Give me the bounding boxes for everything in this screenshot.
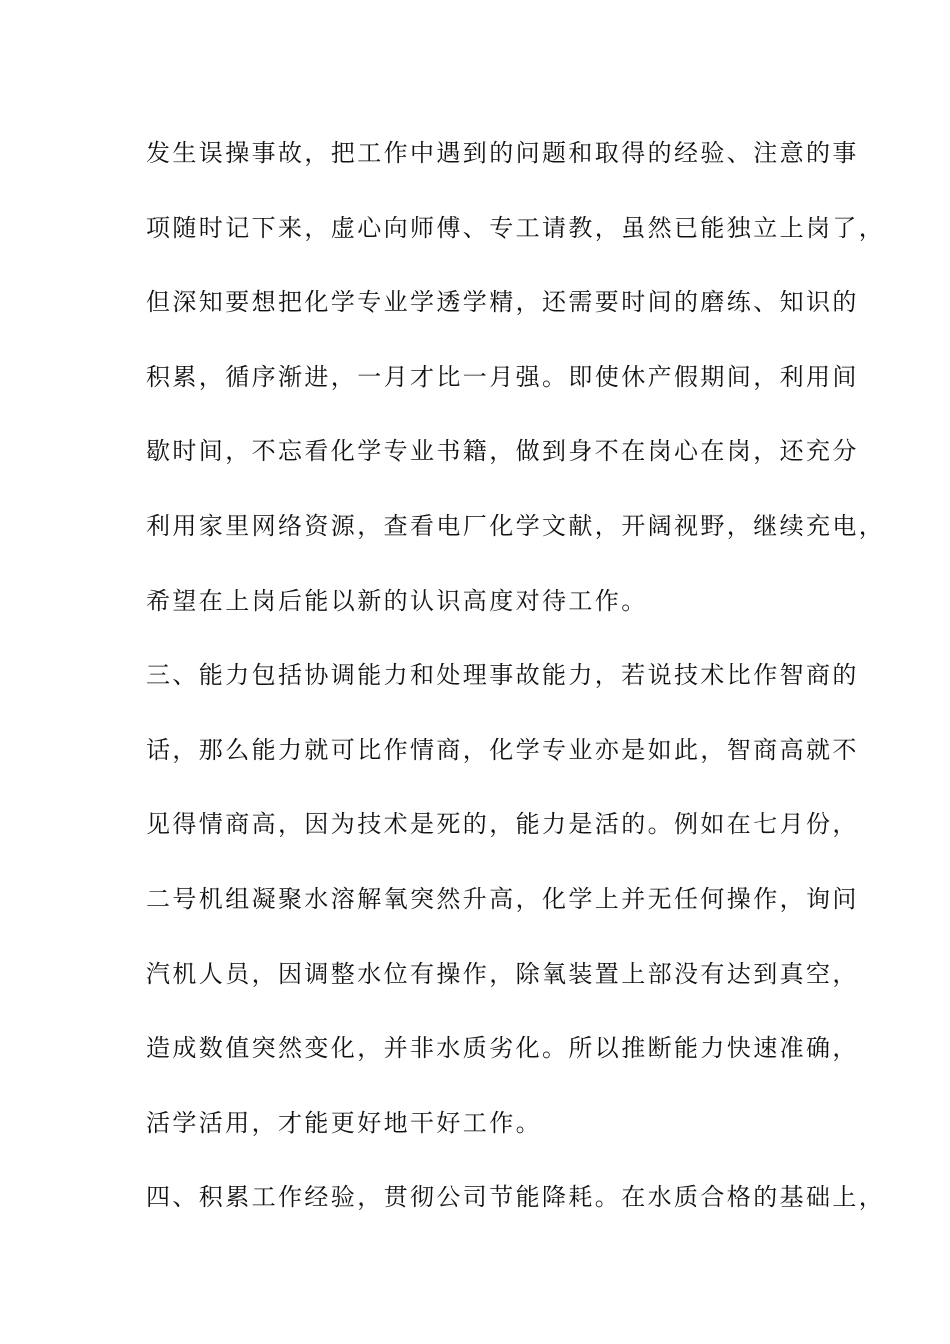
- body-text: [146, 133, 886, 1252]
- text-line: 但深知要想把化学专业学透学精，还需要时间的磨练、知识的: [146, 288, 859, 317]
- text-line: 项随时记下来，虚心向师傅、专工请教，虽然已能独立上岗了，: [146, 213, 886, 242]
- text-line: 三、能力包括协调能力和处理事故能力，若说技术比作智商的: [146, 661, 859, 690]
- text-line: 话，那么能力就可比作情商，化学专业亦是如此，智商高就不: [146, 735, 859, 764]
- text-line: 发生误操事故，把工作中遇到的问题和取得的经验、注意的事: [146, 139, 859, 167]
- text-line: 歇时间，不忘看化学专业书籍，做到身不在岗心在岗，还充分: [146, 437, 859, 466]
- text-line: 汽机人员，因调整水位有操作，除氧装置上部没有达到真空，: [146, 959, 859, 988]
- text-line: 四、积累工作经验，贯彻公司节能降耗。在水质合格的基础上，: [146, 1183, 886, 1212]
- text-line: 希望在上岗后能以新的认识高度对待工作。: [146, 586, 648, 615]
- text-line: 二号机组凝聚水溶解氧突然升高，化学上并无任何操作，询问: [146, 884, 859, 913]
- text-line: 积累，循序渐进，一月才比一月强。即使休产假期间，利用间: [146, 362, 859, 391]
- text-line: 见得情商高，因为技术是死的，能力是活的。例如在七月份，: [146, 810, 859, 839]
- text-line: 利用家里网络资源，查看电厂化学文献，开阔视野，继续充电，: [146, 511, 886, 540]
- text-line: 造成数值突然变化，并非水质劣化。所以推断能力快速准确，: [146, 1034, 859, 1063]
- text-line: 活学活用，才能更好地干好工作。: [146, 1108, 542, 1137]
